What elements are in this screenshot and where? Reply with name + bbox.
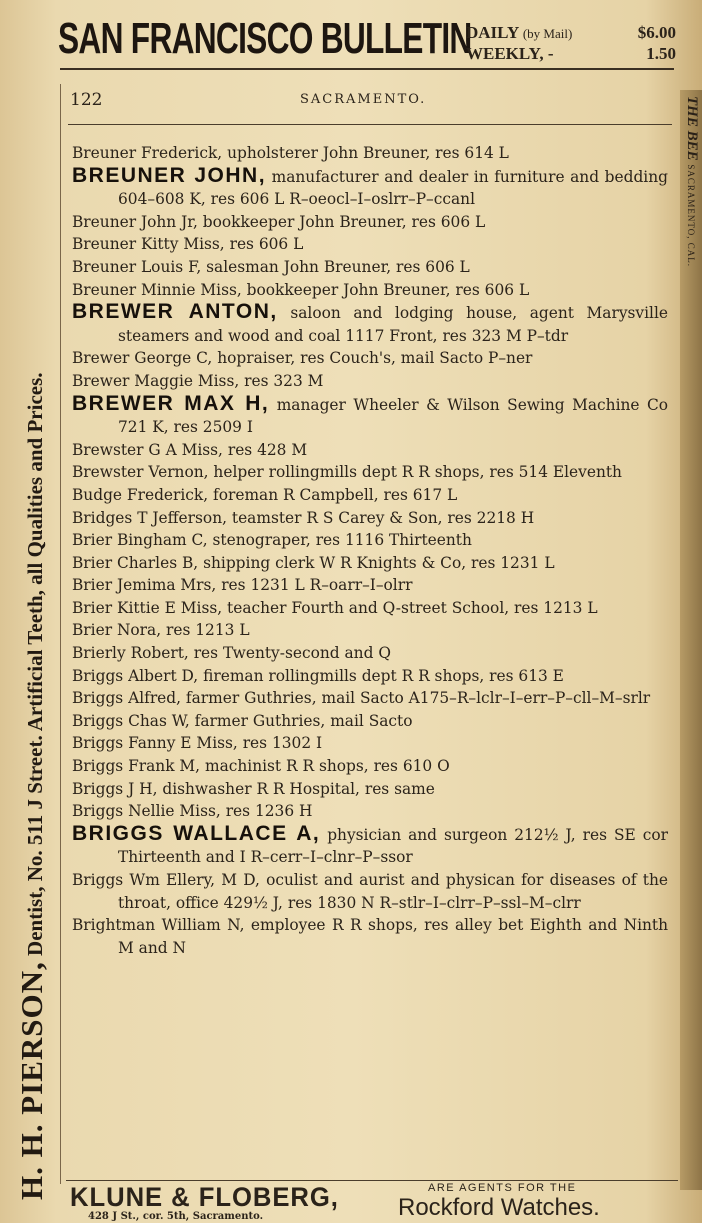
daily-note: (by Mail) <box>522 26 573 41</box>
entry-text: Breuner Frederick, upholsterer John Breuner, res 614 L <box>72 144 509 162</box>
entry-text: Brightman William N, employee R R shops, res alley bet Eighth and Ninth M and N <box>72 916 668 957</box>
entry-text: Brierly Robert, res Twenty-second and Q <box>72 644 391 663</box>
entry-text: Breuner Minnie Miss, bookkeeper John Breuner, res 606 L <box>72 280 530 299</box>
directory-entry <box>72 574 668 597</box>
directory-entry <box>72 279 668 302</box>
entry-text: Brier Kittie E Miss, teacher Fourth and Q-street School, res 1213 L <box>72 598 598 617</box>
directory-entry <box>72 439 668 462</box>
running-head-rule <box>68 124 672 125</box>
entry-text: Brewster Vernon, helper rollingmills dept R R shops, res 514 Eleventh <box>72 463 622 482</box>
subscription-prices <box>466 22 676 64</box>
directory-entry <box>72 529 668 552</box>
entry-text: Brier Charles B, shipping clerk W R Knights & Co, res 1231 L <box>72 553 555 572</box>
newspaper-title: SAN FRANCISCO BULLETIN <box>58 14 472 63</box>
weekly-dash: - <box>547 44 554 63</box>
directory-entry <box>72 732 668 755</box>
entry-text: Brier Bingham C, stenograper, res 1116 Thirteenth <box>72 531 472 550</box>
entry-text: saloon and lodging house, agent Marysville steamers and wood and coal 1117 Front, res 323 M P–tdr <box>118 304 668 345</box>
entry-text: Breuner Kitty Miss, res 606 L <box>72 235 304 254</box>
page-number: 122 <box>70 90 103 110</box>
entry-bold-name: BREWER ANTON, <box>72 300 278 324</box>
directory-entry <box>72 142 668 165</box>
entry-text: Budge Frederick, foreman R Campbell, res 617 L <box>72 485 458 504</box>
directory-entry <box>72 256 668 279</box>
directory-entry <box>72 665 668 688</box>
directory-entry <box>72 755 668 778</box>
entry-text: Briggs Frank M, machinist R R shops, res 610 O <box>72 757 450 776</box>
entry-text: manufacturer and dealer in furniture and bedding 604–608 K, res 606 L R–oeocl–I–oslrr–P–ccanl <box>118 167 668 209</box>
directory-entry <box>72 370 668 393</box>
entry-text: Briggs Nellie Miss, res 1236 H <box>72 802 313 821</box>
footer-advertiser-name: KLUNE & FLOBERG, <box>70 1182 339 1212</box>
entry-text: Breuner Louis F, salesman John Breuner, res 606 L <box>72 257 470 276</box>
directory-entry <box>72 165 668 211</box>
header-rule <box>60 68 674 70</box>
weekly-label: WEEKLY, <box>466 44 544 63</box>
entry-text: Breuner John Jr, bookkeeper John Breuner, res 606 L <box>72 212 486 231</box>
footer-rule <box>66 1180 678 1181</box>
directory-entry <box>72 710 668 733</box>
left-margin-advertisement <box>14 50 50 1200</box>
daily-price: $6.00 <box>637 23 676 42</box>
directory-entry <box>72 233 668 256</box>
directory-entry <box>72 211 668 234</box>
entry-bold-name: BREUNER JOHN, <box>72 163 267 187</box>
directory-entry <box>72 393 668 439</box>
directory-entry <box>72 823 668 869</box>
footer-brand: Rockford Watches. <box>398 1194 600 1221</box>
entry-text: Brier Jemima Mrs, res 1231 L R–oarr–I–olrr <box>72 576 413 595</box>
entry-text: Brewer George C, hopraiser, res Couch's, mail Sacto P–ner <box>72 349 533 368</box>
advertiser-name: H. H. PIERSON, <box>14 961 49 1200</box>
directory-entry <box>72 597 668 620</box>
entry-text: Briggs Albert D, fireman rollingmills dept R R shops, res 613 E <box>72 666 564 685</box>
directory-entry <box>72 484 668 507</box>
footer-address: 428 J St., cor. 5th, Sacramento. <box>88 1211 264 1222</box>
entry-text: Brewer Maggie Miss, res 323 M <box>72 371 324 390</box>
weekly-price: 1.50 <box>646 44 676 63</box>
directory-entry <box>72 347 668 370</box>
entry-text: Briggs Fanny E Miss, res 1302 I <box>72 734 323 753</box>
directory-entry <box>72 914 668 959</box>
left-margin-rule <box>60 84 61 1184</box>
entry-text: Briggs Alfred, farmer Guthries, mail Sacto A175–R–lclr–I–err–P–cll–M–srlr <box>72 689 651 708</box>
daily-label: DAILY <box>466 23 519 42</box>
entry-bold-name: BREWER MAX H, <box>72 391 270 415</box>
directory-entry <box>72 778 668 801</box>
directory-entry <box>72 301 668 347</box>
entry-text: Brier Nora, res 1213 L <box>72 621 250 640</box>
entry-text: Briggs Chas W, farmer Guthries, mail Sacto <box>72 711 413 730</box>
advertisement-text: Dentist, No. 511 J Street. Artificial Teeth, all Qualities and Prices. <box>23 372 47 956</box>
entry-text: physician and surgeon 212½ J, res SE cor Thirteenth and I R–cerr–I–clnr–P–ssor <box>118 825 668 867</box>
directory-entry <box>72 642 668 665</box>
footer-agents-text: ARE AGENTS FOR THE <box>428 1182 577 1194</box>
entry-text: Briggs Wm Ellery, M D, oculist and aurist and physican for diseases of the throat, office 429½ J, res 1830 N R–stlr–I–clrr–P–ssl–M–clrr <box>72 871 668 912</box>
directory-entry <box>72 800 668 823</box>
directory-entry <box>72 507 668 530</box>
directory-entry <box>72 461 668 484</box>
entry-text: manager Wheeler & Wilson Sewing Machine Co 721 K, res 2509 I <box>118 395 668 437</box>
entry-text: Brewster G A Miss, res 428 M <box>72 440 308 459</box>
directory-entry <box>72 869 668 914</box>
entry-text: Bridges T Jefferson, teamster R S Carey & Son, res 2218 H <box>72 508 535 527</box>
entry-text: Briggs J H, dishwasher R R Hospital, res same <box>72 779 435 798</box>
directory-listings <box>72 142 668 959</box>
directory-entry <box>72 552 668 575</box>
right-edge-title: THE BEE <box>684 96 700 161</box>
page-city-heading: SACRAMENTO. <box>300 92 427 107</box>
right-edge-advertisement <box>683 96 700 1196</box>
directory-entry <box>72 619 668 642</box>
right-edge-subtitle: SACRAMENTO, CAL. <box>686 164 696 267</box>
directory-entry <box>72 687 668 710</box>
entry-bold-name: BRIGGS WALLACE A, <box>72 821 321 845</box>
